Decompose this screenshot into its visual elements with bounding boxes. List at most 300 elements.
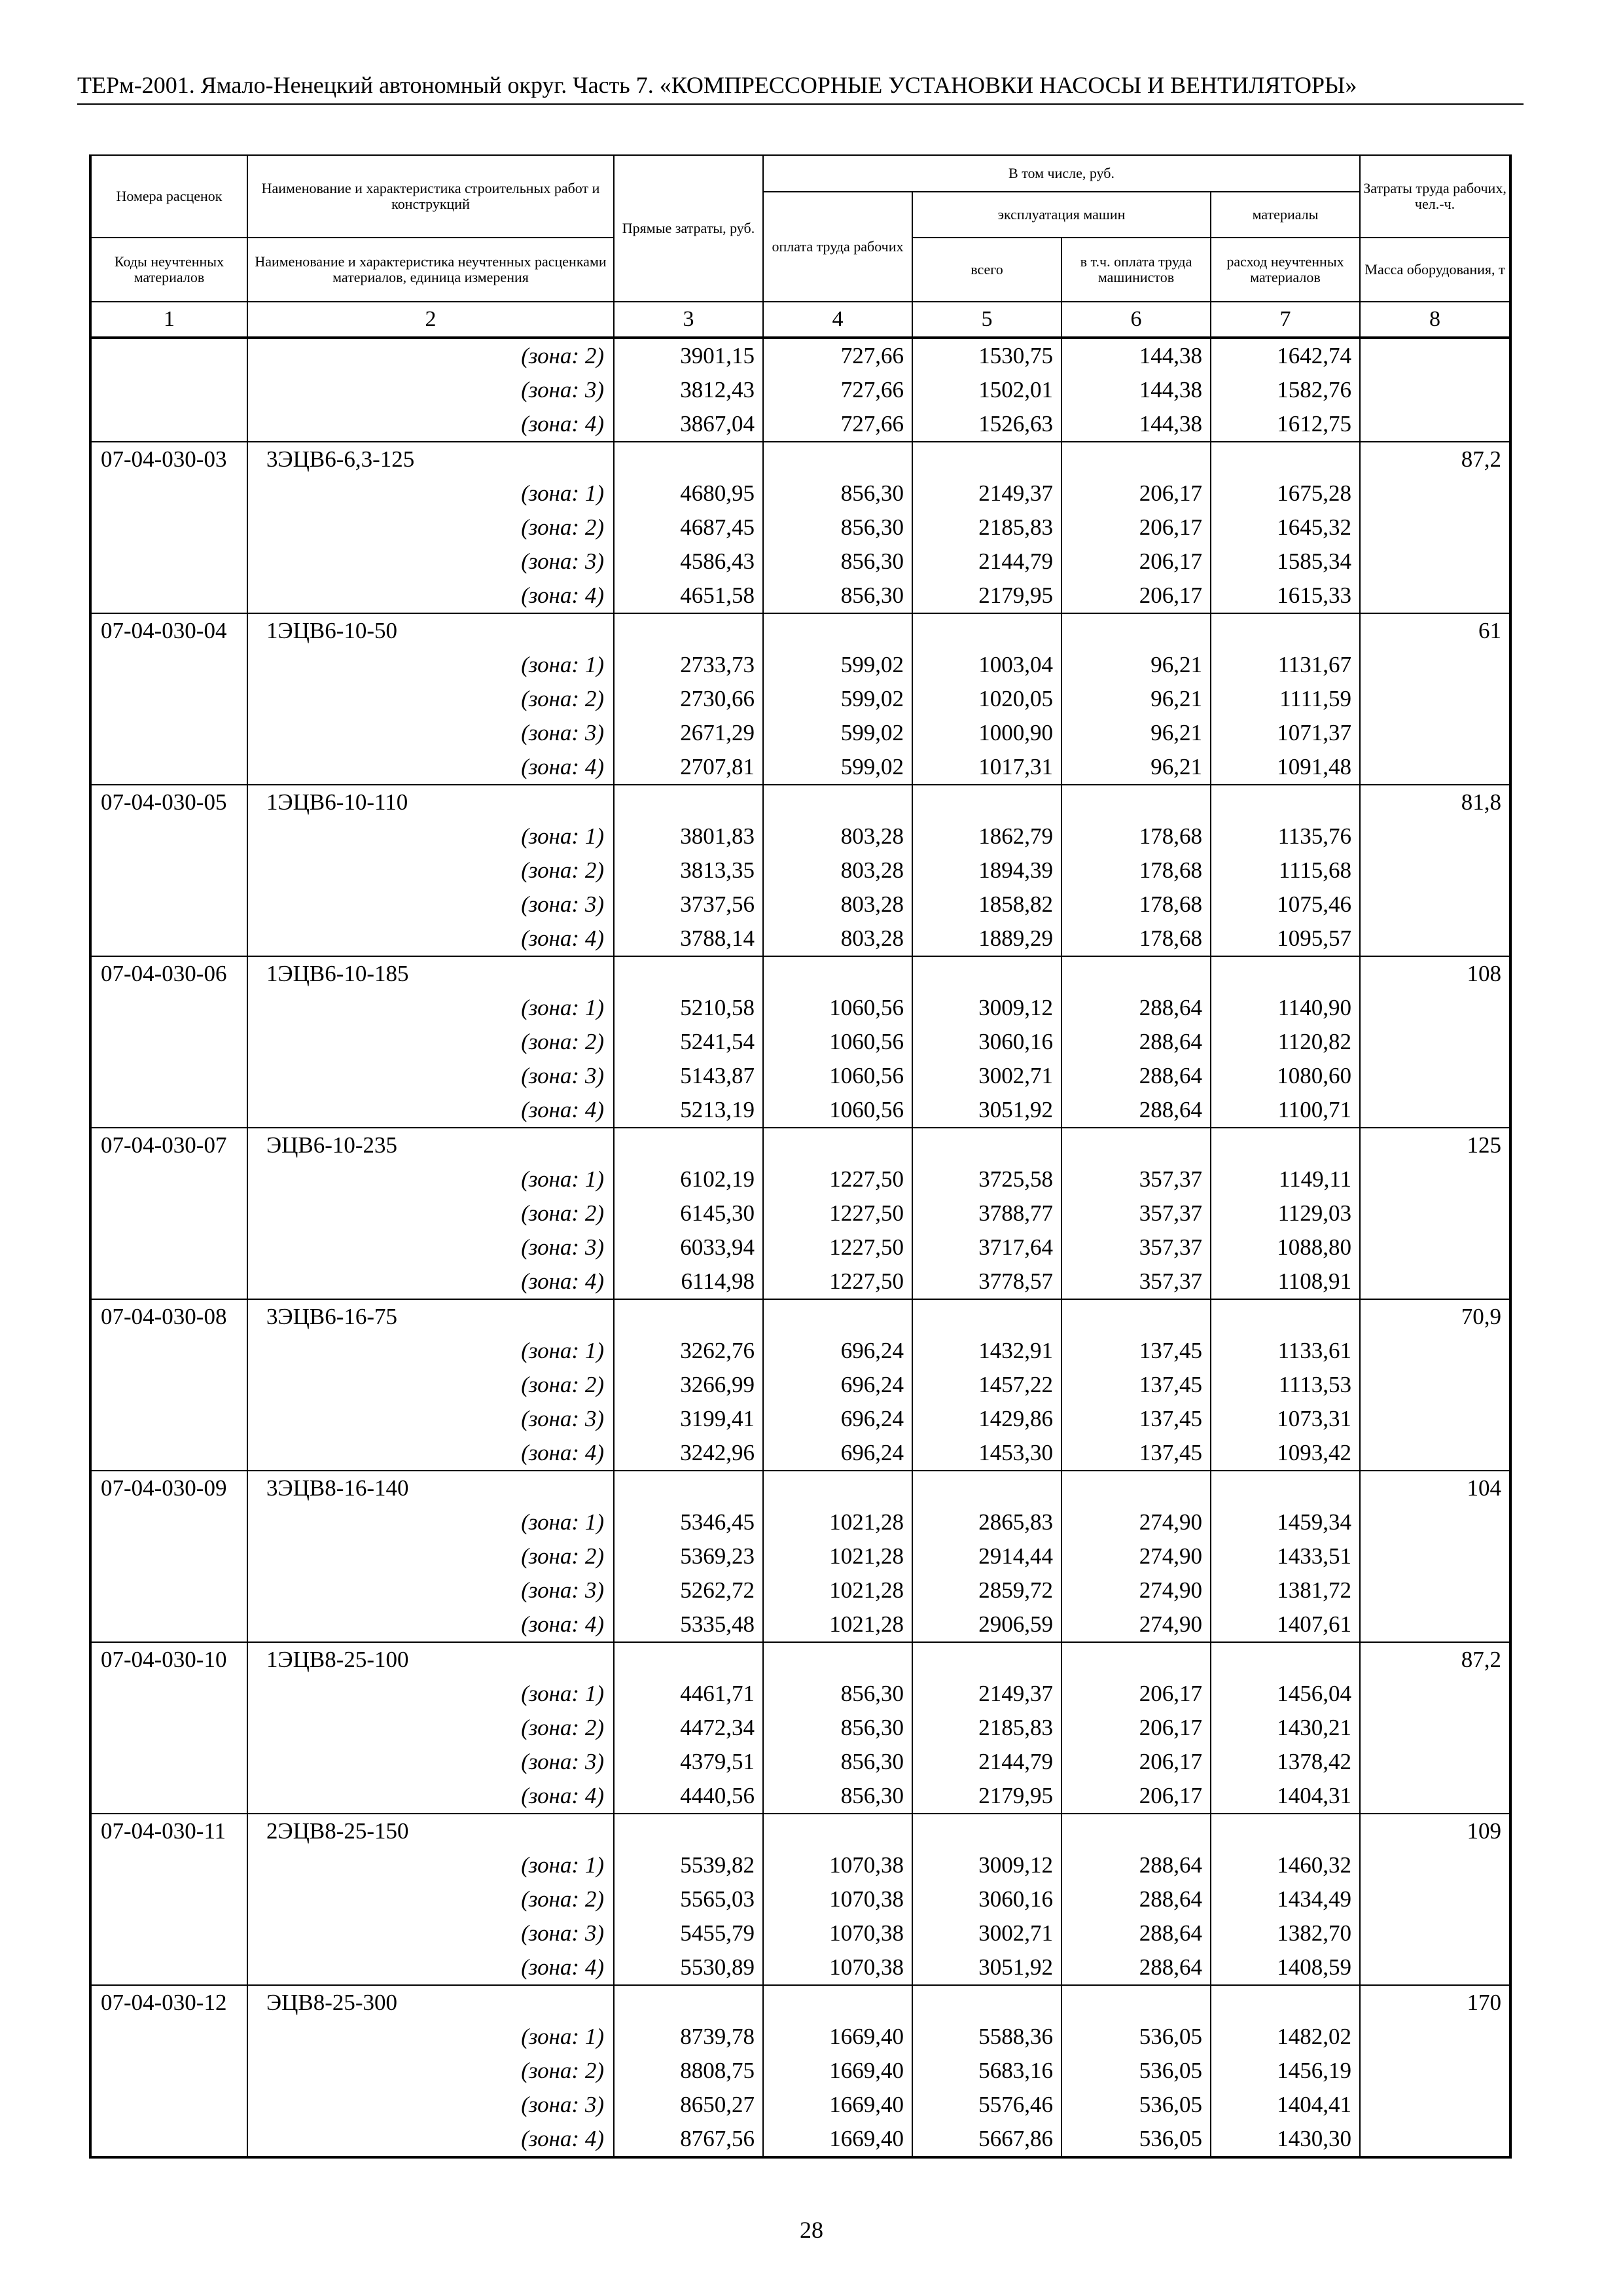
operator-pay: 357,37 (1061, 1162, 1211, 1196)
materials-cost: 1091,48 (1211, 750, 1360, 785)
empty-cell (614, 442, 763, 476)
materials-cost: 1140,90 (1211, 991, 1360, 1025)
empty-cell (90, 1436, 247, 1471)
zone-label: (зона: 3) (247, 545, 614, 579)
zone-label: (зона: 4) (247, 579, 614, 613)
table-header (90, 155, 1510, 302)
empty-cell (1360, 545, 1510, 579)
rate-row (90, 613, 1510, 648)
zone-label: (зона: 3) (247, 373, 614, 407)
machines-total: 3051,92 (912, 1093, 1061, 1128)
column-number: 2 (247, 302, 614, 338)
rate-name: 1ЭЦВ6-10-185 (247, 956, 614, 991)
empty-cell (90, 1607, 247, 1642)
zone-row (90, 1265, 1510, 1299)
operator-pay: 536,05 (1061, 2088, 1211, 2122)
machines-total: 2185,83 (912, 511, 1061, 545)
zone-row (90, 338, 1510, 373)
machines-total: 1017,31 (912, 750, 1061, 785)
equipment-mass: 104 (1360, 1471, 1510, 1505)
operator-pay: 274,90 (1061, 1573, 1211, 1607)
direct-costs: 5335,48 (614, 1607, 763, 1642)
machines-total: 2144,79 (912, 1745, 1061, 1779)
worker-pay: 1227,50 (763, 1196, 912, 1230)
empty-cell (763, 1471, 912, 1505)
zone-label: (зона: 2) (247, 1882, 614, 1916)
empty-cell (1360, 991, 1510, 1025)
direct-costs: 3199,41 (614, 1402, 763, 1436)
empty-cell (90, 1779, 247, 1814)
operator-pay: 96,21 (1061, 648, 1211, 682)
machines-total: 1530,75 (912, 338, 1061, 373)
rate-name: 1ЭЦВ8-25-100 (247, 1642, 614, 1677)
worker-pay: 727,66 (763, 338, 912, 373)
zone-row (90, 1505, 1510, 1539)
operator-pay: 206,17 (1061, 1711, 1211, 1745)
empty-cell (1360, 716, 1510, 750)
rate-row (90, 1299, 1510, 1334)
direct-costs: 2730,66 (614, 682, 763, 716)
direct-costs: 4687,45 (614, 511, 763, 545)
zone-label: (зона: 2) (247, 1711, 614, 1745)
operator-pay: 206,17 (1061, 1779, 1211, 1814)
rate-code: 07-04-030-08 (90, 1299, 247, 1334)
operator-pay: 144,38 (1061, 407, 1211, 442)
direct-costs: 8808,75 (614, 2054, 763, 2088)
column-number: 8 (1360, 302, 1510, 338)
empty-cell (90, 1368, 247, 1402)
direct-costs: 5262,72 (614, 1573, 763, 1607)
zone-row (90, 1882, 1510, 1916)
worker-pay: 856,30 (763, 579, 912, 613)
empty-cell (912, 1985, 1061, 2020)
empty-cell (1360, 511, 1510, 545)
empty-cell (90, 888, 247, 922)
machines-total: 3060,16 (912, 1025, 1061, 1059)
direct-costs: 8739,78 (614, 2020, 763, 2054)
page-header: ТЕРм-2001. Ямало-Ненецкий автономный округ. Часть 7. «КОМПРЕССОРНЫЕ УСТАНОВКИ НАСОСЫ И ВЕНТИЛЯТОРЫ» (77, 71, 1524, 105)
direct-costs: 6102,19 (614, 1162, 763, 1196)
empty-cell (1360, 750, 1510, 785)
direct-costs: 4680,95 (614, 476, 763, 511)
direct-costs: 2707,81 (614, 750, 763, 785)
operator-pay: 288,64 (1061, 1950, 1211, 1985)
machines-total: 1457,22 (912, 1368, 1061, 1402)
empty-cell (90, 338, 247, 373)
zone-label: (зона: 3) (247, 888, 614, 922)
zone-label: (зона: 1) (247, 1505, 614, 1539)
operator-pay: 206,17 (1061, 1745, 1211, 1779)
empty-cell (1360, 2122, 1510, 2157)
empty-cell (1061, 1128, 1211, 1162)
empty-cell (1360, 2088, 1510, 2122)
empty-cell (1360, 1779, 1510, 1814)
zone-label: (зона: 2) (247, 1025, 614, 1059)
header-direct-costs: Прямые затраты, руб. (614, 155, 763, 302)
zone-label: (зона: 1) (247, 1677, 614, 1711)
zone-label: (зона: 1) (247, 476, 614, 511)
worker-pay: 1669,40 (763, 2020, 912, 2054)
column-number: 6 (1061, 302, 1211, 338)
zone-row (90, 476, 1510, 511)
empty-cell (1211, 1299, 1360, 1334)
zone-row (90, 511, 1510, 545)
equipment-mass: 87,2 (1360, 1642, 1510, 1677)
direct-costs: 3262,76 (614, 1334, 763, 1368)
empty-cell (1061, 785, 1211, 819)
empty-cell (614, 1299, 763, 1334)
rate-name: 1ЭЦВ6-10-50 (247, 613, 614, 648)
zone-label: (зона: 3) (247, 716, 614, 750)
header-machines-total: всего (912, 238, 1061, 302)
empty-cell (614, 1642, 763, 1677)
empty-cell (614, 956, 763, 991)
worker-pay: 856,30 (763, 545, 912, 579)
zone-row (90, 1677, 1510, 1711)
empty-cell (90, 716, 247, 750)
materials-cost: 1612,75 (1211, 407, 1360, 442)
zone-row (90, 819, 1510, 853)
zone-label: (зона: 4) (247, 1607, 614, 1642)
empty-cell (90, 407, 247, 442)
worker-pay: 1070,38 (763, 1950, 912, 1985)
empty-cell (90, 2122, 247, 2157)
machines-total: 3009,12 (912, 1848, 1061, 1882)
materials-cost: 1408,59 (1211, 1950, 1360, 1985)
zone-row (90, 1402, 1510, 1436)
direct-costs: 5369,23 (614, 1539, 763, 1573)
direct-costs: 5213,19 (614, 1093, 763, 1128)
zone-label: (зона: 1) (247, 2020, 614, 2054)
header-material-codes: Коды неучтенных материалов (90, 238, 247, 302)
zone-row (90, 888, 1510, 922)
operator-pay: 288,64 (1061, 1025, 1211, 1059)
empty-cell (1360, 682, 1510, 716)
empty-cell (912, 1642, 1061, 1677)
zone-label: (зона: 2) (247, 511, 614, 545)
empty-cell (90, 1848, 247, 1882)
machines-total: 5576,46 (912, 2088, 1061, 2122)
header-machines: эксплуатация машин (912, 192, 1211, 238)
operator-pay: 274,90 (1061, 1607, 1211, 1642)
machines-total: 3788,77 (912, 1196, 1061, 1230)
rate-code: 07-04-030-11 (90, 1814, 247, 1848)
machines-total: 2859,72 (912, 1573, 1061, 1607)
zone-row (90, 545, 1510, 579)
direct-costs: 8767,56 (614, 2122, 763, 2157)
rate-row (90, 1471, 1510, 1505)
column-number: 4 (763, 302, 912, 338)
direct-costs: 6033,94 (614, 1230, 763, 1265)
materials-cost: 1378,42 (1211, 1745, 1360, 1779)
empty-cell (1360, 579, 1510, 613)
zone-row (90, 1573, 1510, 1607)
operator-pay: 144,38 (1061, 338, 1211, 373)
empty-cell (1360, 1677, 1510, 1711)
worker-pay: 1070,38 (763, 1848, 912, 1882)
empty-cell (1360, 1025, 1510, 1059)
rate-name: 3ЭЦВ6-6,3-125 (247, 442, 614, 476)
empty-cell (1360, 407, 1510, 442)
machines-total: 2914,44 (912, 1539, 1061, 1573)
materials-cost: 1645,32 (1211, 511, 1360, 545)
zone-row (90, 991, 1510, 1025)
machines-total: 5683,16 (912, 2054, 1061, 2088)
empty-cell (90, 1573, 247, 1607)
operator-pay: 137,45 (1061, 1334, 1211, 1368)
zone-row (90, 1368, 1510, 1402)
machines-total: 2149,37 (912, 476, 1061, 511)
header-unaccounted-materials: расход неучтенных материалов (1211, 238, 1360, 302)
empty-cell (614, 1471, 763, 1505)
empty-cell (90, 648, 247, 682)
worker-pay: 599,02 (763, 682, 912, 716)
zone-label: (зона: 2) (247, 1368, 614, 1402)
empty-cell (1360, 373, 1510, 407)
machines-total: 3725,58 (912, 1162, 1061, 1196)
empty-cell (90, 579, 247, 613)
rate-code: 07-04-030-05 (90, 785, 247, 819)
operator-pay: 274,90 (1061, 1539, 1211, 1573)
direct-costs: 8650,27 (614, 2088, 763, 2122)
direct-costs: 5565,03 (614, 1882, 763, 1916)
rate-name: ЭЦВ6-10-235 (247, 1128, 614, 1162)
empty-cell (1360, 1162, 1510, 1196)
worker-pay: 803,28 (763, 853, 912, 888)
empty-cell (763, 1814, 912, 1848)
column-number: 5 (912, 302, 1061, 338)
zone-label: (зона: 4) (247, 1779, 614, 1814)
materials-cost: 1459,34 (1211, 1505, 1360, 1539)
materials-cost: 1111,59 (1211, 682, 1360, 716)
machines-total: 3060,16 (912, 1882, 1061, 1916)
machines-total: 2179,95 (912, 579, 1061, 613)
direct-costs: 4472,34 (614, 1711, 763, 1745)
zone-row (90, 2088, 1510, 2122)
worker-pay: 856,30 (763, 1711, 912, 1745)
zone-row (90, 407, 1510, 442)
materials-cost: 1433,51 (1211, 1539, 1360, 1573)
materials-cost: 1460,32 (1211, 1848, 1360, 1882)
machines-total: 1429,86 (912, 1402, 1061, 1436)
empty-cell (1360, 853, 1510, 888)
direct-costs: 4651,58 (614, 579, 763, 613)
empty-cell (90, 1059, 247, 1093)
rate-row (90, 1128, 1510, 1162)
empty-cell (1061, 613, 1211, 648)
header-materials: материалы (1211, 192, 1360, 238)
rate-code: 07-04-030-09 (90, 1471, 247, 1505)
zone-row (90, 1539, 1510, 1573)
materials-cost: 1456,19 (1211, 2054, 1360, 2088)
empty-cell (614, 1814, 763, 1848)
operator-pay: 536,05 (1061, 2020, 1211, 2054)
empty-cell (763, 785, 912, 819)
direct-costs: 3788,14 (614, 922, 763, 956)
zone-label: (зона: 1) (247, 1848, 614, 1882)
machines-total: 2179,95 (912, 1779, 1061, 1814)
direct-costs: 3901,15 (614, 338, 763, 373)
empty-cell (1360, 1916, 1510, 1950)
direct-costs: 5143,87 (614, 1059, 763, 1093)
materials-cost: 1430,21 (1211, 1711, 1360, 1745)
direct-costs: 4379,51 (614, 1745, 763, 1779)
rate-name: 3ЭЦВ8-16-140 (247, 1471, 614, 1505)
direct-costs: 3737,56 (614, 888, 763, 922)
worker-pay: 599,02 (763, 648, 912, 682)
empty-cell (1061, 1299, 1211, 1334)
empty-cell (1360, 1265, 1510, 1299)
materials-cost: 1430,30 (1211, 2122, 1360, 2157)
machines-total: 3002,71 (912, 1059, 1061, 1093)
operator-pay: 536,05 (1061, 2122, 1211, 2157)
direct-costs: 3801,83 (614, 819, 763, 853)
empty-cell (1360, 1573, 1510, 1607)
zone-label: (зона: 1) (247, 648, 614, 682)
zone-row (90, 1162, 1510, 1196)
operator-pay: 288,64 (1061, 1059, 1211, 1093)
zone-label: (зона: 1) (247, 1162, 614, 1196)
operator-pay: 206,17 (1061, 1677, 1211, 1711)
operator-pay: 144,38 (1061, 373, 1211, 407)
worker-pay: 1669,40 (763, 2088, 912, 2122)
table-body (90, 338, 1510, 2157)
zone-row (90, 1779, 1510, 1814)
worker-pay: 1021,28 (763, 1573, 912, 1607)
rate-code: 07-04-030-12 (90, 1985, 247, 2020)
operator-pay: 137,45 (1061, 1402, 1211, 1436)
operator-pay: 178,68 (1061, 819, 1211, 853)
zone-row (90, 2122, 1510, 2157)
operator-pay: 274,90 (1061, 1505, 1211, 1539)
worker-pay: 1070,38 (763, 1882, 912, 1916)
header-rate-numbers: Номера расценок (90, 155, 247, 238)
empty-cell (90, 1162, 247, 1196)
empty-cell (614, 785, 763, 819)
empty-cell (90, 1025, 247, 1059)
zone-row (90, 853, 1510, 888)
zone-label: (зона: 1) (247, 819, 614, 853)
empty-cell (763, 613, 912, 648)
equipment-mass: 61 (1360, 613, 1510, 648)
empty-cell (90, 1093, 247, 1128)
header-work-name: Наименование и характеристика строительных работ и конструкций (247, 155, 614, 238)
operator-pay: 288,64 (1061, 1093, 1211, 1128)
operator-pay: 137,45 (1061, 1368, 1211, 1402)
empty-cell (763, 956, 912, 991)
operator-pay: 288,64 (1061, 1916, 1211, 1950)
materials-cost: 1456,04 (1211, 1677, 1360, 1711)
direct-costs: 5530,89 (614, 1950, 763, 1985)
worker-pay: 1070,38 (763, 1916, 912, 1950)
worker-pay: 1021,28 (763, 1505, 912, 1539)
empty-cell (912, 1471, 1061, 1505)
empty-cell (912, 613, 1061, 648)
empty-cell (614, 1128, 763, 1162)
empty-cell (90, 1882, 247, 1916)
rate-row (90, 785, 1510, 819)
direct-costs: 4461,71 (614, 1677, 763, 1711)
materials-cost: 1071,37 (1211, 716, 1360, 750)
machines-total: 3778,57 (912, 1265, 1061, 1299)
equipment-mass: 70,9 (1360, 1299, 1510, 1334)
machines-total: 1502,01 (912, 373, 1061, 407)
materials-cost: 1382,70 (1211, 1916, 1360, 1950)
empty-cell (90, 2020, 247, 2054)
zone-label: (зона: 3) (247, 1059, 614, 1093)
machines-total: 3009,12 (912, 991, 1061, 1025)
machines-total: 1889,29 (912, 922, 1061, 956)
page-number: 28 (800, 2217, 823, 2243)
empty-cell (1360, 1882, 1510, 1916)
rate-row (90, 1985, 1510, 2020)
zone-label: (зона: 3) (247, 1230, 614, 1265)
machines-total: 2144,79 (912, 545, 1061, 579)
materials-cost: 1482,02 (1211, 2020, 1360, 2054)
machines-total: 3051,92 (912, 1950, 1061, 1985)
materials-cost: 1381,72 (1211, 1573, 1360, 1607)
zone-row (90, 1848, 1510, 1882)
rate-name: 2ЭЦВ8-25-150 (247, 1814, 614, 1848)
zone-row (90, 1607, 1510, 1642)
empty-cell (1360, 476, 1510, 511)
zone-label: (зона: 2) (247, 682, 614, 716)
empty-cell (1360, 1539, 1510, 1573)
worker-pay: 1060,56 (763, 991, 912, 1025)
empty-cell (763, 1299, 912, 1334)
zone-row (90, 1950, 1510, 1985)
materials-cost: 1100,71 (1211, 1093, 1360, 1128)
direct-costs: 4440,56 (614, 1779, 763, 1814)
empty-cell (763, 1985, 912, 2020)
machines-total: 1453,30 (912, 1436, 1061, 1471)
direct-costs: 6114,98 (614, 1265, 763, 1299)
materials-cost: 1088,80 (1211, 1230, 1360, 1265)
rate-name: 1ЭЦВ6-10-110 (247, 785, 614, 819)
operator-pay: 288,64 (1061, 1848, 1211, 1882)
zone-label: (зона: 3) (247, 1402, 614, 1436)
materials-cost: 1120,82 (1211, 1025, 1360, 1059)
empty-cell (763, 442, 912, 476)
worker-pay: 727,66 (763, 373, 912, 407)
direct-costs: 5346,45 (614, 1505, 763, 1539)
worker-pay: 1227,50 (763, 1265, 912, 1299)
empty-cell (1211, 1128, 1360, 1162)
empty-cell (90, 1265, 247, 1299)
zone-label: (зона: 2) (247, 1196, 614, 1230)
materials-cost: 1675,28 (1211, 476, 1360, 511)
column-number: 1 (90, 302, 247, 338)
empty-cell (1061, 1471, 1211, 1505)
operator-pay: 137,45 (1061, 1436, 1211, 1471)
direct-costs: 5455,79 (614, 1916, 763, 1950)
empty-cell (1360, 1230, 1510, 1265)
worker-pay: 856,30 (763, 511, 912, 545)
zone-row (90, 648, 1510, 682)
zone-label: (зона: 4) (247, 2122, 614, 2157)
empty-cell (1360, 1436, 1510, 1471)
operator-pay: 206,17 (1061, 545, 1211, 579)
zone-row (90, 1196, 1510, 1230)
materials-cost: 1095,57 (1211, 922, 1360, 956)
zone-row (90, 1025, 1510, 1059)
empty-cell (1360, 1402, 1510, 1436)
worker-pay: 727,66 (763, 407, 912, 442)
column-number: 7 (1211, 302, 1360, 338)
machines-total: 5667,86 (912, 2122, 1061, 2157)
rate-name: 3ЭЦВ6-16-75 (247, 1299, 614, 1334)
empty-cell (912, 1814, 1061, 1848)
